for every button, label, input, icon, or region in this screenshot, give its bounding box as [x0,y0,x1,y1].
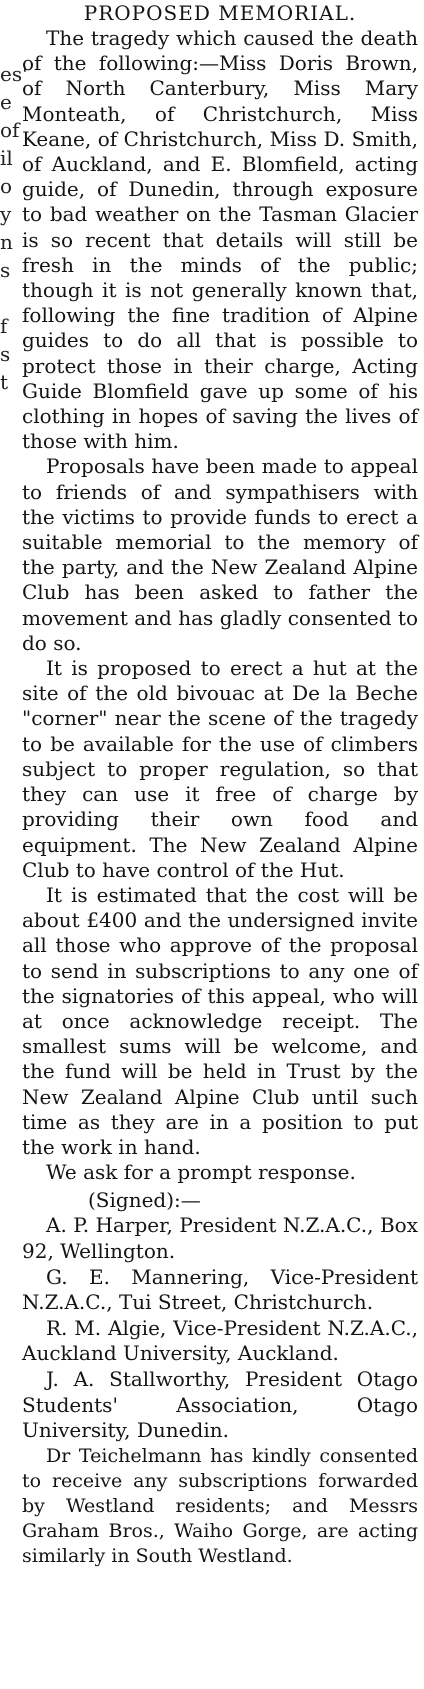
margin-fragment: f [0,314,8,338]
paragraph-text: It is proposed to erect a hut at the site of the old bivouac at De la Beche "corner" near the scene of the tragedy to be available for the use of climbers subject to proper regulation, so that they can use it free of charge by providing their own food and equipment. The New Zealand Alpine Club to have control of the Hut. [22,656,418,882]
margin-fragment: il [0,146,13,170]
closing-note-text: Dr Teichelmann has kindly consented to receive any subscriptions forwarded by Westland residents; and Messrs Graham Bros., Waiho Gorge, are acting similarly in South Westland. [22,1444,418,1567]
margin-fragment: o [0,174,13,198]
headline: PROPOSED MEMORIAL. [83,1,357,25]
signatory [22,1316,418,1367]
article-paragraph [22,883,418,1160]
signatory-text: J. A. Stallworthy, President Otago Students' Association, Otago University, Dunedin. [22,1366,418,1443]
paragraph-text: We ask for a prompt response. [46,1160,356,1185]
margin-fragment [0,284,12,312]
margin-fragment: s [0,342,11,366]
adjacent-column-fragments [0,60,28,396]
margin-fragment: s [0,258,11,282]
signed-label: (Signed):— [88,1188,201,1213]
article-paragraph [22,26,418,454]
paragraph-text: The tragedy which caused the death of the following:—Miss Doris Brown, of North Canterbury, Miss Mary Monteath, of Christchurch, Miss Keane, of Christchurch, Miss D. Smith, of Auckland, and E. Blomfield, acting guide, of Dunedin, through exposure to bad weather on the Tasman Glacier is so recent that details will still be fresh in the minds of the public; though it is not generally known that, following the fine tradition of Alpine guides to do all that is possible to protect those in their charge, Acting Guide Blomfield gave up some of his clothing in hopes of saving the lives of those with him. [22,26,418,454]
signatory-text: R. M. Algie, Vice-President N.Z.A.C., Auckland University, Auckland. [22,1315,418,1366]
signatory [22,1265,418,1316]
margin-fragment: of [0,118,20,142]
signatory [22,1367,418,1444]
article-paragraph [22,1160,418,1185]
signatory-text: G. E. Mannering, Vice-President N.Z.A.C., Tui Street, Christchurch. [22,1264,418,1315]
margin-fragment: e [0,90,12,114]
paragraph-text: It is estimated that the cost will be about £400 and the undersigned invite all those who approve of the proposal to send in subscriptions to any one of the signatories of this appeal, who will at once acknowledge receipt. The smallest sums will be welcome, and the fund will be held in Trust by the New Zealand Alpine Club until such time as they are in a position to put the work in hand. [22,882,418,1159]
news-article [22,0,418,1569]
article-paragraph [22,656,418,883]
closing-note [22,1444,418,1569]
paragraph-text: Proposals have been made to appeal to friends of and sympathisers with the victims to provide funds to erect a suitable memorial to the memory of the party, and the New Zealand Alpine Club has been asked to father the movement and has gladly consented to do so. [22,454,418,655]
margin-fragment: es' [0,62,28,86]
signatory [22,1213,418,1264]
margin-fragment: n [0,230,13,254]
margin-fragment: t [0,370,9,394]
article-paragraph [22,454,418,656]
signatory-text: A. P. Harper, President N.Z.A.C., Box 92, Wellington. [22,1213,418,1263]
margin-fragment: y [0,202,12,226]
